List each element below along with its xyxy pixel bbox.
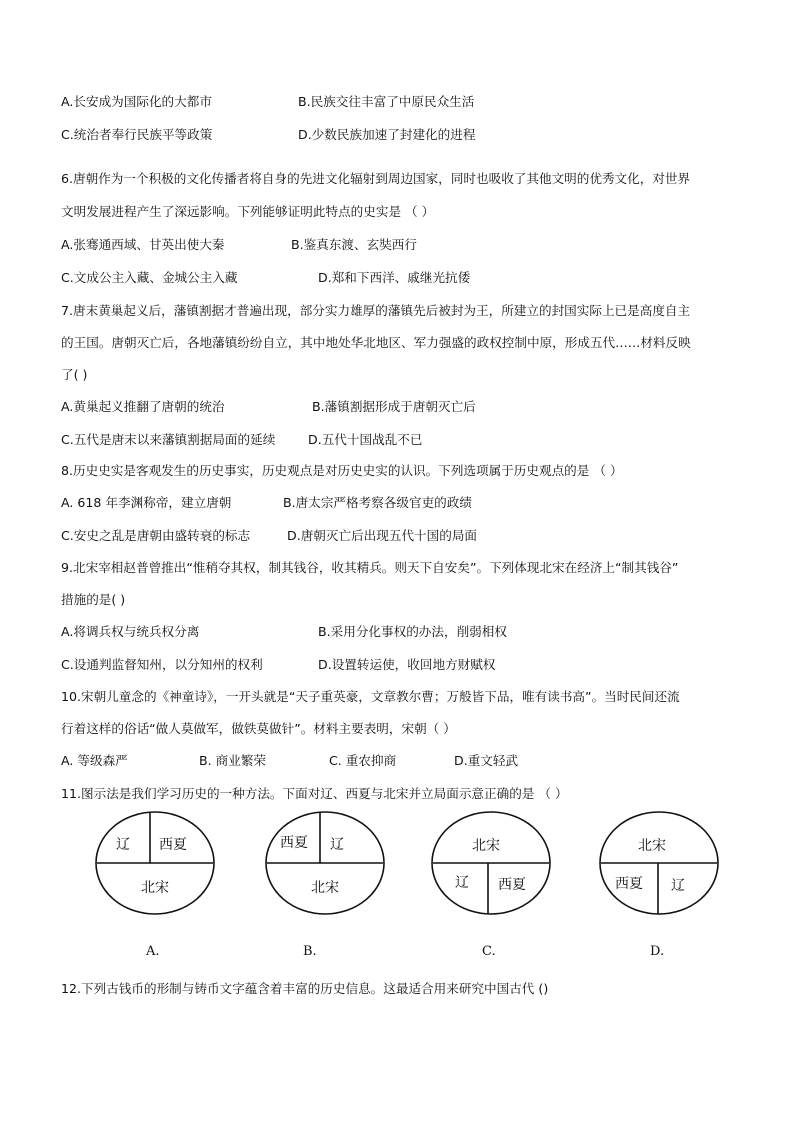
diagram-c-top-text: 北宋: [472, 838, 500, 854]
diagram-d-bottom-right-text: 辽: [671, 878, 685, 894]
diagram-c-label: C.: [482, 944, 496, 959]
q8-option-a: A. 618 年李渊称帝，建立唐朝: [61, 495, 232, 510]
q8-stem: 8.历史史实是客观发生的历史事实，历史观点是对历史史实的认识。下列选项属于历史观点的是 （ ）: [61, 463, 623, 478]
diagram-d-bottom-left-text: 西夏: [615, 876, 643, 892]
q8-option-c: C.安史之乱是唐朝由盛转衰的标志: [61, 528, 251, 543]
q10-option-c: C. 重农抑商: [329, 753, 397, 768]
diagram-d-label: D.: [650, 944, 665, 959]
q8-option-b: B.唐太宗严格考察各级官吏的政绩: [283, 495, 472, 510]
q10-option-d: D.重文轻武: [454, 753, 519, 768]
q10-option-b: B. 商业繁荣: [199, 753, 267, 768]
diagram-b-label: B.: [303, 944, 317, 959]
q10-option-a: A. 等级森严: [61, 753, 128, 768]
diagram-b-bottom-text: 北宋: [311, 880, 339, 896]
q7-stem-line-3: 了( ): [61, 367, 88, 382]
q5-option-b: B.民族交往丰富了中原民众生活: [298, 94, 475, 109]
diagram-b-top-right-text: 辽: [330, 837, 344, 853]
diagram-a-label: A.: [146, 944, 160, 959]
diagram-d: [596, 808, 722, 918]
q9-option-b: B.采用分化事权的办法，削弱相权: [318, 624, 507, 639]
diagram-c-bottom-right-text: 西夏: [498, 877, 526, 893]
q11-stem: 11.图示法是我们学习历史的一种方法。下面对辽、西夏与北宋并立局面示意正确的是 （ ）: [61, 786, 568, 801]
q9-option-d: D.设置转运使，收回地方财赋权: [318, 657, 496, 672]
q7-stem-line-1: 7.唐末黄巢起义后，藩镇割据才普遍出现，部分实力雄厚的藩镇先后被封为王，所建立的封国实际上已是高度自主: [61, 303, 691, 318]
diagram-c: [428, 808, 554, 918]
q9-stem-line-2: 措施的是( ): [61, 592, 126, 607]
q6-stem-line-2: 文明发展进程产生了深远影响。下列能够证明此特点的史实是 （ ）: [61, 204, 435, 219]
q9-option-a: A.将调兵权与统兵权分离: [61, 624, 200, 639]
q5-option-d: D.少数民族加速了封建化的进程: [298, 127, 476, 142]
q7-option-d: D.五代十国战乱不已: [308, 432, 423, 447]
q7-option-c: C.五代是唐末以来藩镇割据局面的延续: [61, 432, 276, 447]
diagram-a-top-left-text: 辽: [116, 837, 130, 853]
diagram-d-top-text: 北宋: [638, 838, 666, 854]
q6-option-c: C.文成公主入藏、金城公主入藏: [61, 270, 238, 285]
q7-option-b: B.藩镇割据形成于唐朝灭亡后: [312, 399, 476, 414]
q5-option-c: C.统治者奉行民族平等政策: [61, 127, 213, 142]
q6-option-b: B.鉴真东渡、玄奘西行: [291, 237, 417, 252]
diagram-a-top-right-text: 西夏: [159, 837, 187, 853]
diagram-b-top-left-text: 西夏: [280, 835, 308, 851]
q7-stem-line-2: 的王国。唐朝灭亡后，各地藩镇纷纷自立，其中地处华北地区、军力强盛的政权控制中原，形成五代……材料反映: [61, 335, 691, 350]
diagram-c-bottom-left-text: 辽: [455, 875, 469, 891]
q8-option-d: D.唐朝灭亡后出现五代十国的局面: [287, 528, 478, 543]
diagram-a: [92, 808, 218, 918]
q7-option-a: A.黄巢起义推翻了唐朝的统治: [61, 399, 225, 414]
q10-stem-line-2: 行着这样的俗话“做人莫做军，做铁莫做针”。材料主要表明，宋朝（ ）: [61, 721, 456, 736]
q12-stem: 12.下列古钱币的形制与铸币文字蕴含着丰富的历史信息。这最适合用来研究中国古代 (): [61, 981, 549, 996]
diagram-a-bottom-text: 北宋: [141, 880, 169, 896]
q9-stem-line-1: 9.北宋宰相赵普曾推出“惟稍夺其权，制其钱谷，收其精兵。则天下自安矣”。下列体现北宋在经济上“制其钱谷”: [61, 560, 679, 575]
diagram-b: [262, 808, 388, 918]
q10-stem-line-1: 10.宋朝儿童念的《神童诗》，一开头就是“天子重英豪，文章教尔曹；万般皆下品，唯有读书高”。当时民间还流: [61, 689, 680, 704]
q6-option-d: D.郑和下西洋、戚继光抗倭: [318, 270, 471, 285]
q9-option-c: C.设通判监督知州，以分知州的权利: [61, 657, 263, 672]
q6-stem-line-1: 6.唐朝作为一个积极的文化传播者将自身的先进文化辐射到周边国家，同时也吸收了其他文明的优秀文化，对世界: [61, 171, 691, 186]
q6-option-a: A.张骞通西域、甘英出使大秦: [61, 237, 225, 252]
q5-option-a: A.长安成为国际化的大都市: [61, 94, 212, 109]
